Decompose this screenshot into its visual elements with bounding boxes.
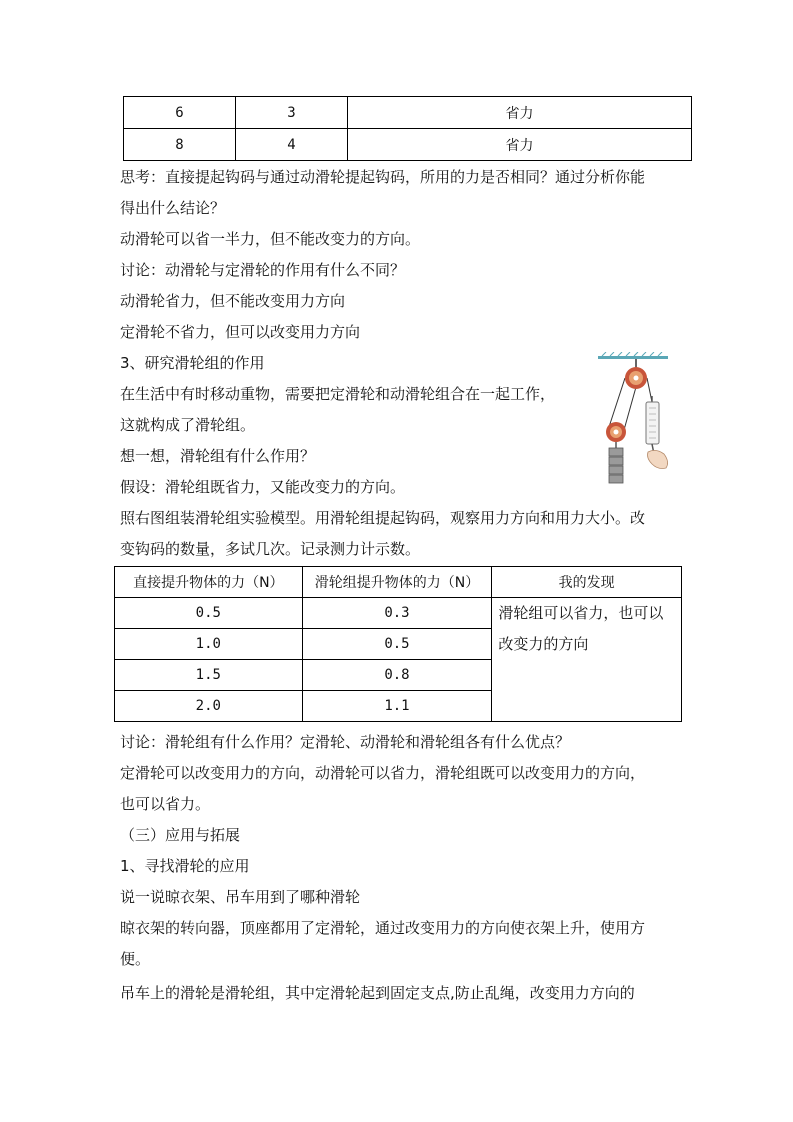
hand — [648, 450, 668, 468]
column-header: 我的发现 — [492, 567, 682, 598]
table-cell: 6 — [124, 97, 236, 129]
finding-line: 改变力的方向 — [498, 635, 589, 653]
answer-line: 也可以省力。 — [120, 795, 211, 813]
finding-line: 滑轮组可以省力，也可以 — [498, 604, 664, 622]
table-row — [115, 598, 682, 629]
table-cell: 0.5 — [115, 598, 303, 629]
pulley-block-illustration — [594, 352, 674, 486]
prompt-line: 说一说晾衣架、吊车用到了哪种滑轮 — [120, 888, 361, 906]
table-cell: 2.0 — [115, 691, 303, 722]
question-line: 想一想，滑轮组有什么作用？ — [120, 447, 316, 465]
table-row — [124, 97, 692, 129]
instruction-line: 照右图组装滑轮组实验模型。用滑轮组提起钩码，观察用力方向和用力大小。改 — [120, 509, 646, 527]
table-cell: 0.3 — [302, 598, 492, 629]
table-cell: 1.1 — [302, 691, 492, 722]
table-cell: 3 — [235, 97, 347, 129]
section-heading: 3、研究滑轮组的作用 — [120, 354, 265, 372]
table-header-row — [115, 567, 682, 598]
table-cell: 省力 — [347, 129, 691, 161]
ceiling-hatch — [602, 352, 662, 356]
table-cell: 0.8 — [302, 660, 492, 691]
discussion-question: 讨论：动滑轮与定滑轮的作用有什么不同？ — [120, 261, 406, 279]
instruction-line: 变钩码的数量，多试几次。记录测力计示数。 — [120, 540, 421, 558]
ceiling-bar — [598, 356, 668, 359]
pulley-group-table — [114, 566, 682, 722]
results-table-1 — [123, 96, 692, 161]
table-cell: 8 — [124, 129, 236, 161]
paragraph-line: 在生活中有时移动重物，需要把定滑轮和动滑轮组合在一起工作， — [120, 385, 556, 403]
table-cell: 1.0 — [115, 629, 303, 660]
discussion-question: 讨论：滑轮组有什么作用？定滑轮、动滑轮和滑轮组各有什么优点？ — [120, 733, 571, 751]
hook-weights — [609, 448, 623, 483]
table-cell: 4 — [235, 129, 347, 161]
think-question-cont: 得出什么结论？ — [120, 199, 226, 217]
paragraph-line: 这就构成了滑轮组。 — [120, 416, 256, 434]
finding-cell — [492, 598, 682, 722]
answer-line: 定滑轮可以改变用力的方向，动滑轮可以省力，滑轮组既可以改变用力的方向， — [120, 764, 646, 782]
paragraph-line: 晾衣架的转向器，顶座都用了定滑轮，通过改变用力的方向使衣架上升，使用方 — [120, 919, 646, 937]
table-row — [124, 129, 692, 161]
conclusion-text: 动滑轮可以省一半力，但不能改变力的方向。 — [120, 230, 421, 248]
think-question: 思考：直接提起钩码与通过动滑轮提起钩码，所用的力是否相同？通过分析你能 — [120, 168, 646, 186]
answer-line: 定滑轮不省力，但可以改变用力方向 — [120, 323, 361, 341]
subsection-heading: 1、寻找滑轮的应用 — [120, 857, 250, 875]
paragraph-line: 便。 — [120, 950, 151, 968]
column-header: 直接提升物体的力（N） — [115, 567, 303, 598]
table-cell: 1.5 — [115, 660, 303, 691]
hypothesis-line: 假设：滑轮组既省力，又能改变力的方向。 — [120, 478, 406, 496]
answer-line: 动滑轮省力，但不能改变用力方向 — [120, 292, 346, 310]
table-cell: 0.5 — [302, 629, 492, 660]
section-heading: （三）应用与拓展 — [120, 826, 241, 844]
paragraph-line: 吊车上的滑轮是滑轮组，其中定滑轮起到固定支点,防止乱绳，改变用力方向的 — [120, 984, 635, 1002]
column-header: 滑轮组提升物体的力（N） — [302, 567, 492, 598]
table-cell: 省力 — [347, 97, 691, 129]
